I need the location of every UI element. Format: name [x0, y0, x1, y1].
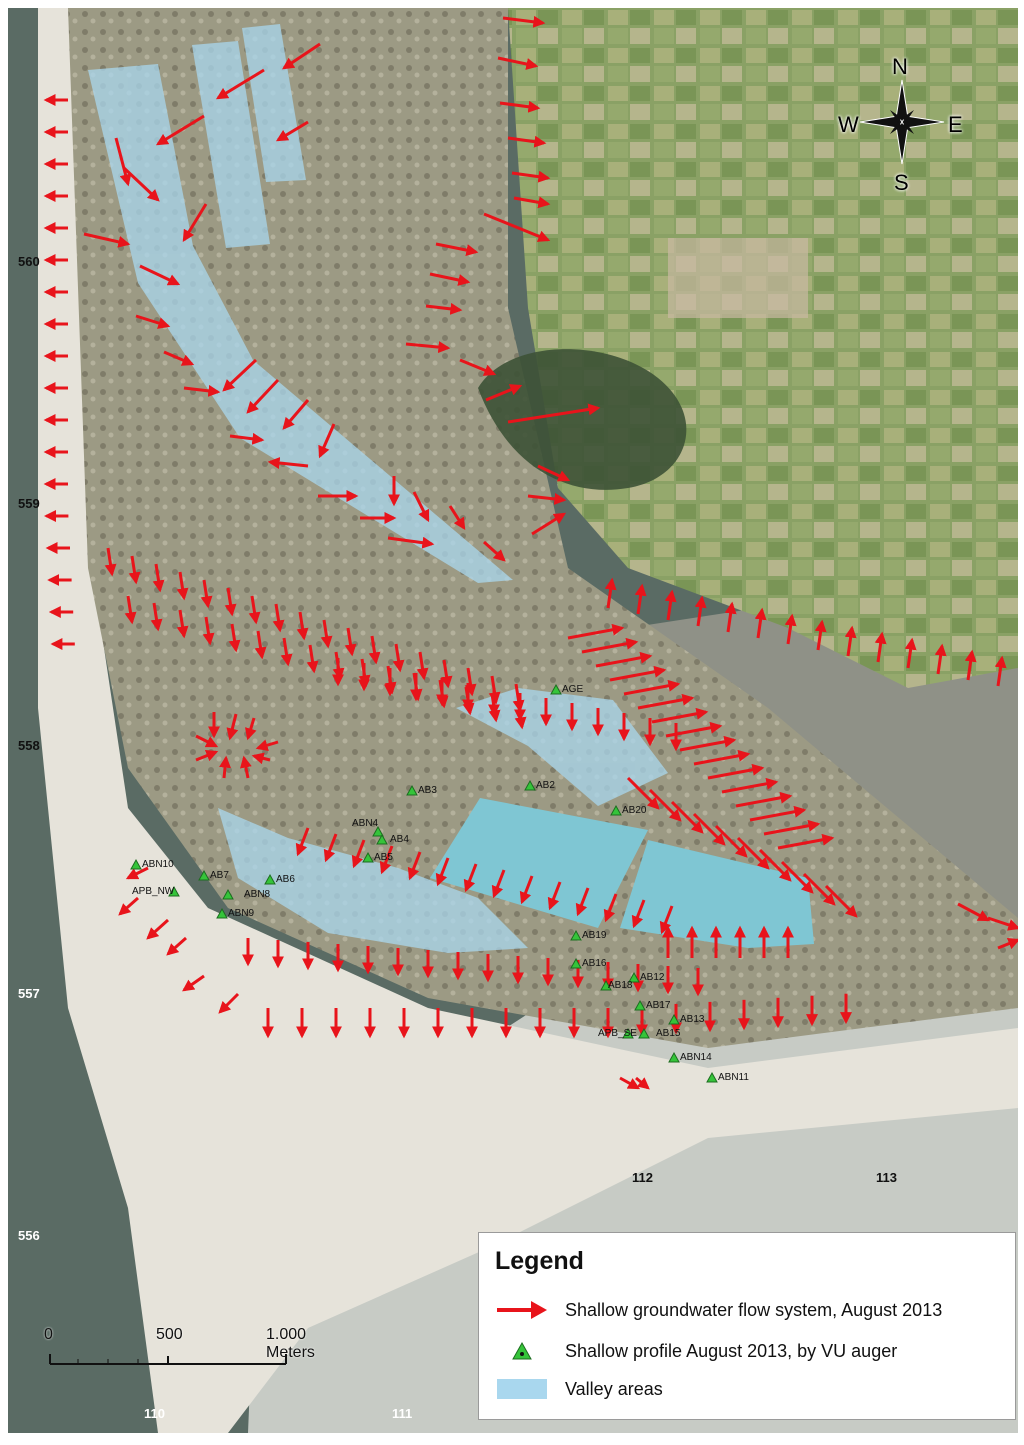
blue-patch-icon: [495, 1377, 549, 1401]
legend-item-valley: [495, 1377, 663, 1401]
legend-label-flow: Shallow groundwater flow system, August 2013: [565, 1299, 943, 1320]
green-triangle-icon: [495, 1339, 549, 1363]
legend-item-flow: [495, 1298, 942, 1322]
sample-point-label: ABN4: [352, 818, 379, 829]
sample-point-label: AB4: [390, 834, 409, 845]
sample-point-label: AB3: [418, 785, 437, 796]
sample-point-label: AB15: [656, 1028, 681, 1039]
grid-label-x-112: 112: [632, 1170, 653, 1185]
sample-point-label: ABN9: [228, 908, 255, 919]
grid-label-x-110: 110: [144, 1406, 165, 1421]
scale-tick-1000: 1.000 Meters: [266, 1326, 315, 1361]
sample-point-label: APB_NW: [132, 886, 175, 897]
sample-point-label: AB5: [374, 852, 393, 863]
sample-point-label: AB20: [622, 805, 647, 816]
red-arrow-icon: [495, 1298, 549, 1322]
scale-bar: [40, 1326, 340, 1372]
sample-point-label: AB6: [276, 874, 295, 885]
village: [668, 238, 808, 318]
grid-label-x-111: 111: [392, 1406, 413, 1421]
legend-label-valley: Valley areas: [565, 1378, 663, 1399]
compass-w: W: [838, 112, 859, 137]
grid-label-y-556: 556: [18, 1228, 40, 1243]
legend-item-profile: [495, 1339, 897, 1363]
sample-point-label: ABN14: [680, 1052, 712, 1063]
sample-point-label: AB19: [582, 930, 607, 941]
legend-label-profile: Shallow profile August 2013, by VU auger: [565, 1340, 898, 1361]
compass-e: E: [948, 112, 963, 137]
compass-s: S: [894, 170, 909, 195]
compass-n: N: [892, 54, 908, 79]
sample-point-label: AB18: [608, 980, 633, 991]
sample-point-label: AGE: [562, 684, 584, 695]
grid-label-y-557: 557: [18, 986, 40, 1001]
grid-label-x-113: 113: [876, 1170, 897, 1185]
sample-point-label: AB7: [210, 870, 229, 881]
aerial-map: [8, 8, 1018, 1433]
sample-point-label: AB17: [646, 1000, 671, 1011]
sample-point-label: AB2: [536, 780, 555, 791]
sample-point-label: AB12: [640, 972, 665, 983]
sample-point-label: ABN10: [142, 859, 174, 870]
sample-point-label: APB_SE: [598, 1028, 637, 1039]
north-arrow-compass: [832, 52, 972, 198]
scale-tick-500: 500: [156, 1326, 183, 1343]
legend-title: Legend: [495, 1247, 584, 1275]
sample-point-label: AB16: [582, 958, 607, 969]
scale-tick-0: 0: [44, 1326, 53, 1343]
grid-label-y-560: 560: [18, 254, 40, 269]
sample-point-label: AB13: [680, 1014, 705, 1025]
sample-point-label: ABN11: [718, 1072, 749, 1083]
grid-label-y-559: 559: [18, 496, 40, 511]
sample-point-label: ABN8: [244, 889, 271, 900]
scale-bar-line: [40, 1348, 340, 1372]
legend-panel: [478, 1232, 1016, 1420]
flow-arrow: [224, 758, 226, 778]
grid-label-y-558: 558: [18, 738, 40, 753]
